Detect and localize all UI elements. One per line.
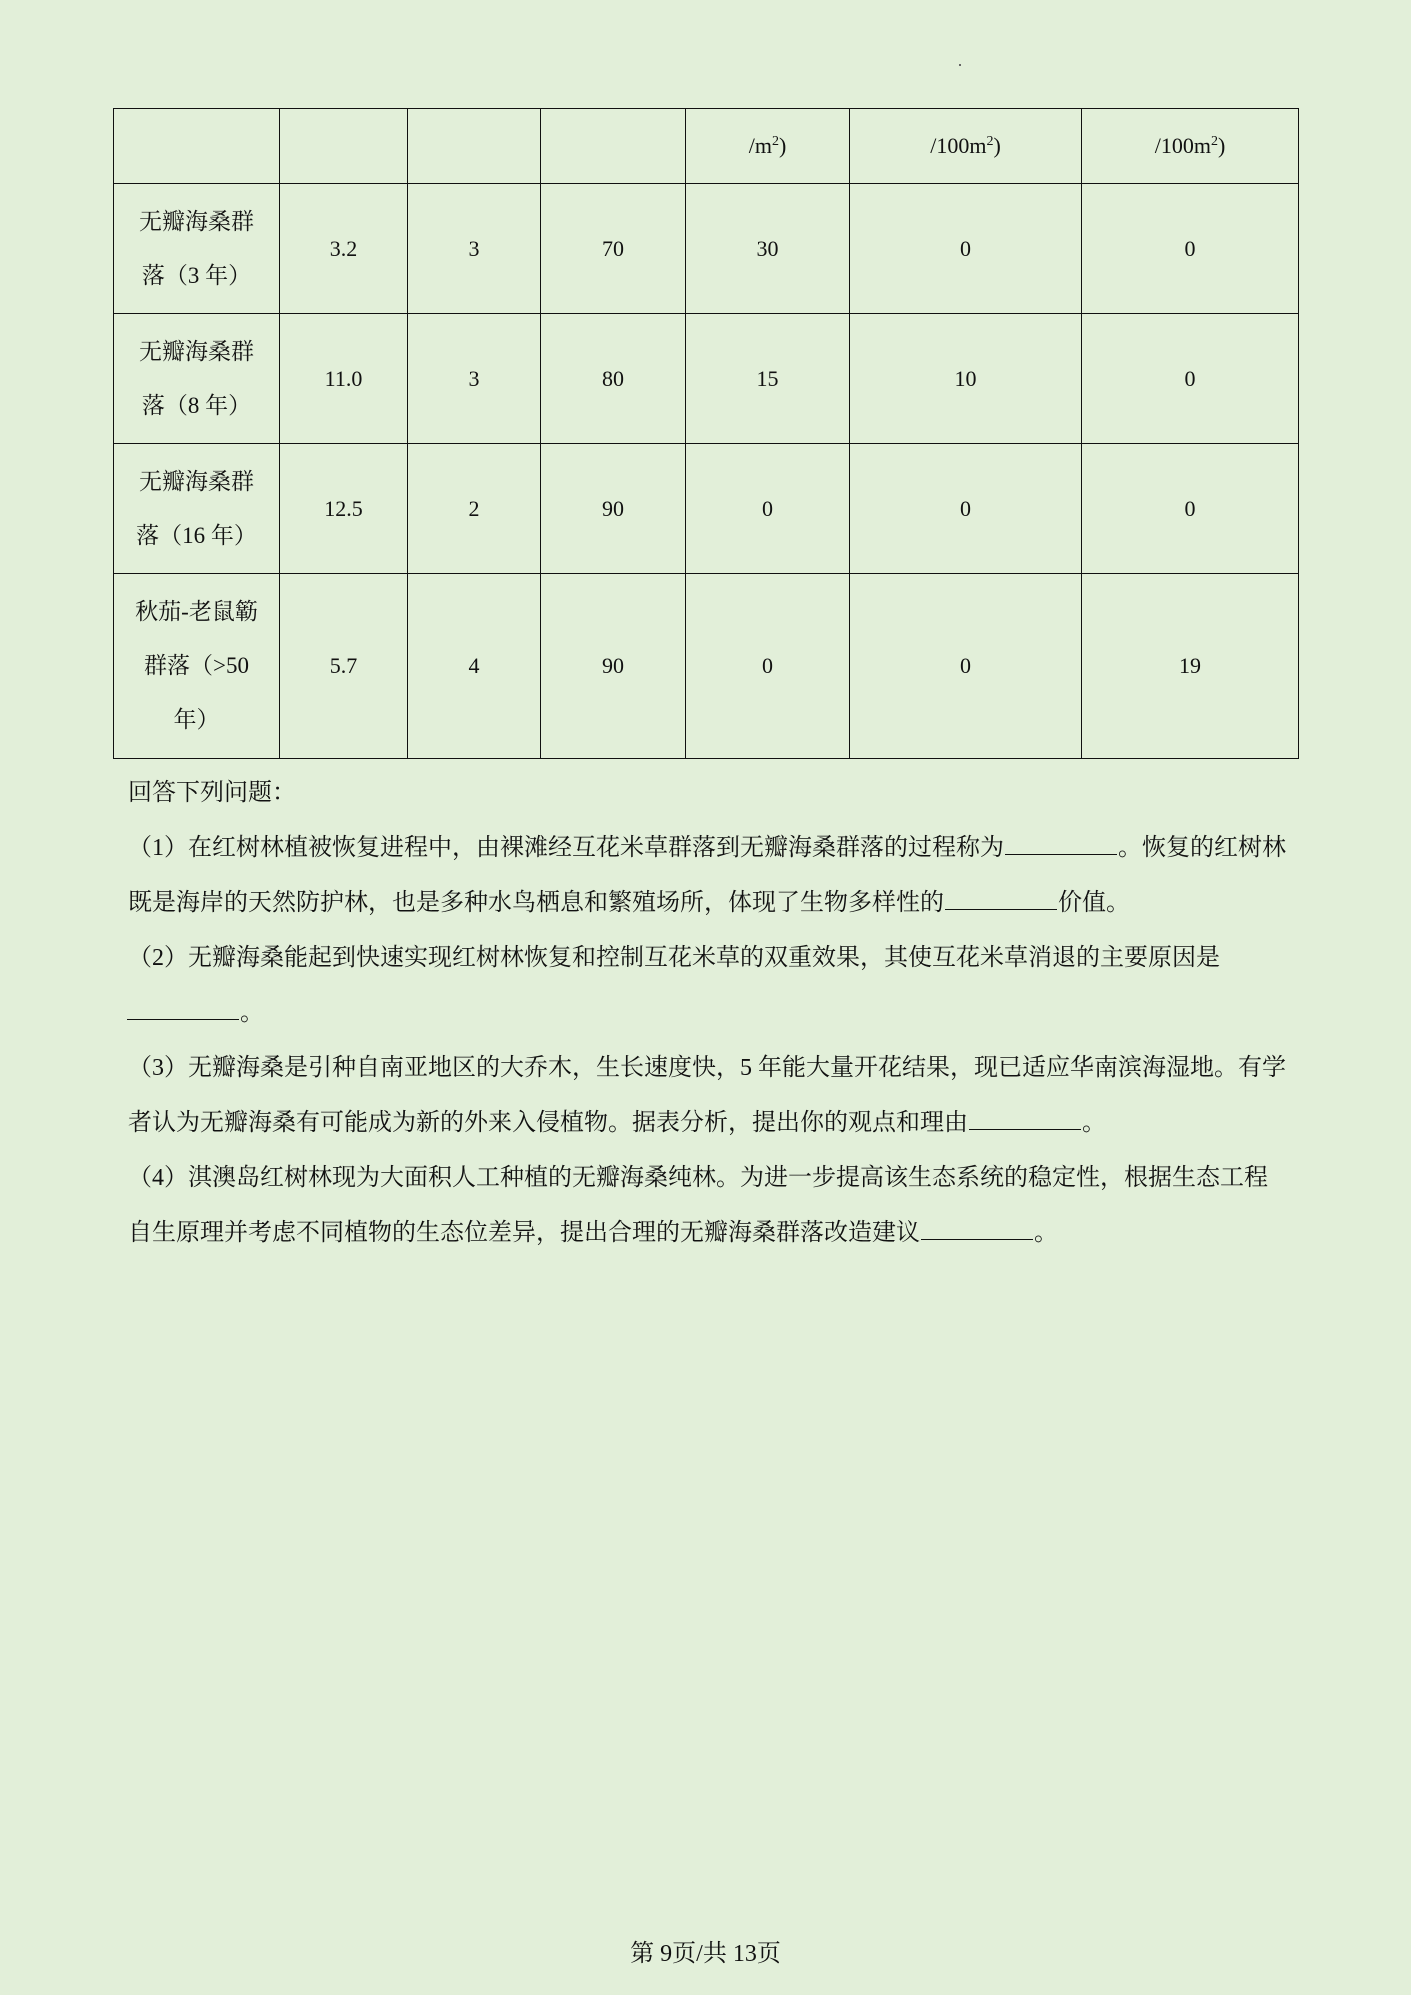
table-cell: 80 — [541, 314, 686, 444]
table-header-row — [114, 109, 1299, 184]
table-cell: 5.7 — [280, 574, 408, 759]
table-cell: 0 — [850, 444, 1082, 574]
community-name-cell: 无瓣海桑群 落（16 年） — [114, 444, 280, 574]
header-cell — [408, 109, 541, 184]
table-cell: 19 — [1082, 574, 1299, 759]
community-data-table — [113, 108, 1299, 759]
community-name-cell: 无瓣海桑群 落（3 年） — [114, 184, 280, 314]
answer-blank[interactable] — [127, 997, 239, 1020]
table-cell: 3 — [408, 184, 541, 314]
table-cell: 90 — [541, 444, 686, 574]
table-cell: 0 — [1082, 444, 1299, 574]
table-cell: 90 — [541, 574, 686, 759]
table-cell: 2 — [408, 444, 541, 574]
table-cell: 0 — [1082, 314, 1299, 444]
table-cell: 30 — [686, 184, 850, 314]
header-cell — [114, 109, 280, 184]
table-row — [114, 444, 1299, 574]
question-3: （3）无瓣海桑是引种自南亚地区的大乔木，生长速度快，5 年能大量开花结果，现已适应华南滨海湿地。有学者认为无瓣海桑有可能成为新的外来入侵植物。据表分析，提出你的观点和理由 。 — [128, 1055, 1286, 1136]
header-cell — [280, 109, 408, 184]
table-cell: 3.2 — [280, 184, 408, 314]
table-cell: 0 — [850, 184, 1082, 314]
community-name-cell: 无瓣海桑群 落（8 年） — [114, 314, 280, 444]
question-2-answer-line: 。 — [127, 986, 1288, 1041]
table-cell: 0 — [850, 574, 1082, 759]
table-cell: 70 — [541, 184, 686, 314]
answer-blank[interactable] — [1005, 832, 1117, 855]
table-cell: 15 — [686, 314, 850, 444]
header-cell — [541, 109, 686, 184]
table-cell: 0 — [686, 574, 850, 759]
answer-blank[interactable] — [945, 887, 1057, 910]
table-row — [114, 574, 1299, 759]
page-mark — [959, 64, 961, 66]
question-2: （2）无瓣海桑能起到快速实现红树林恢复和控制互花米草的双重效果，其使互花米草消退的主要原因是 — [128, 945, 1220, 971]
page-footer: 第 9页/共 13页 — [630, 1941, 781, 1967]
table-cell: 0 — [1082, 184, 1299, 314]
answer-blank[interactable] — [969, 1107, 1081, 1130]
table-cell: 11.0 — [280, 314, 408, 444]
header-cell: $/100m^2$) — [850, 109, 1082, 184]
header-cell: $/m^2$) — [686, 109, 850, 184]
question-4: （4）淇澳岛红树林现为大面积人工种植的无瓣海桑纯林。为进一步提高该生态系统的稳定性，根据生态工程自生原理并考虑不同植物的生态位差异，提出合理的无瓣海桑群落改造建议 。 — [128, 1165, 1268, 1246]
community-name-cell: 秋茄-老鼠簕 群落（>50 年） — [114, 574, 280, 759]
table-cell: 10 — [850, 314, 1082, 444]
table-row — [114, 184, 1299, 314]
table-cell: 3 — [408, 314, 541, 444]
header-cell: $/100m^2$) — [1082, 109, 1299, 184]
answer-blank[interactable] — [921, 1217, 1033, 1240]
table-row — [114, 314, 1299, 444]
table-cell: 4 — [408, 574, 541, 759]
table-cell: 12.5 — [280, 444, 408, 574]
questions-intro: 回答下列问题： — [128, 780, 296, 806]
table-cell: 0 — [686, 444, 850, 574]
question-1: （1）在红树林植被恢复进程中，由裸滩经互花米草群落到无瓣海桑群落的过程称为 。恢复的红树林既是海岸的天然防护林，也是多种水鸟栖息和繁殖场所，体现了生物多样性的 价值。 — [128, 821, 1288, 931]
question-section — [128, 766, 1288, 1261]
